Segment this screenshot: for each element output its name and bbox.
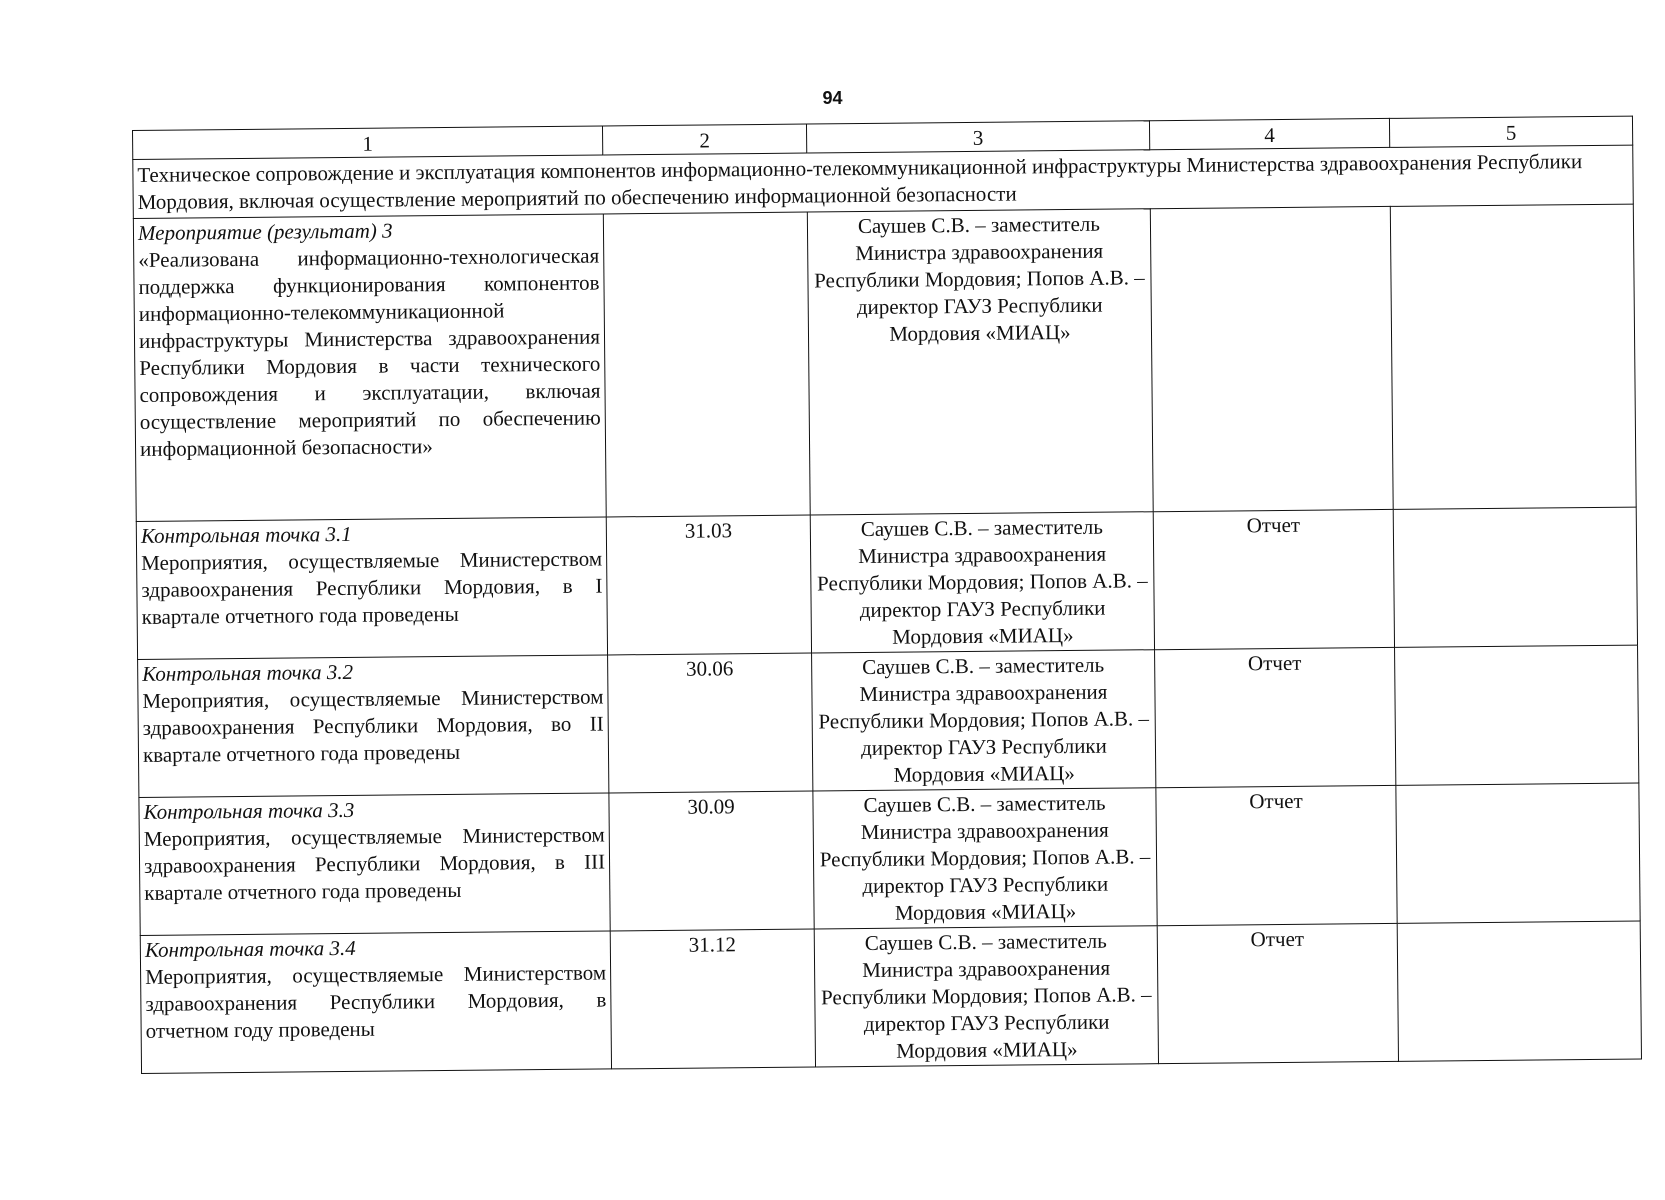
measure-date bbox=[603, 212, 810, 517]
measure-document bbox=[1150, 206, 1393, 511]
measure-text: «Реализована информационно-технологическая поддержка функционирования компонентов информационно-телекоммуникационной инфраструктуры Министерства здравоохранения Республики Мордовия в части технического сопровождения и эксплуатации, включая осуществление мероприятий по обеспечению информационной безопасности» bbox=[138, 243, 601, 461]
checkpoint-label: Контрольная точка 3.4 bbox=[144, 935, 356, 962]
measure-description-cell bbox=[133, 214, 606, 521]
checkpoint-date: 30.09 bbox=[609, 791, 814, 931]
checkpoint-date: 30.06 bbox=[608, 653, 813, 793]
checkpoint-responsible: Саушев С.В. – заместитель Министра здравоохранения Республики Мордовия; Попов А.В. – директор ГАУЗ Республики Мордовия «МИАЦ» bbox=[814, 926, 1158, 1067]
checkpoint-document: Отчет bbox=[1153, 509, 1394, 649]
header-col-2: 2 bbox=[602, 124, 806, 155]
header-col-3: 3 bbox=[806, 121, 1149, 153]
checkpoint-responsible: Саушев С.В. – заместитель Министра здравоохранения Республики Мордовия; Попов А.В. – директор ГАУЗ Республики Мордовия «МИАЦ» bbox=[812, 650, 1156, 791]
checkpoint-text: Мероприятия, осуществляемые Министерством здравоохранения Республики Мордовия, в отчетном году проведены bbox=[145, 960, 607, 1043]
table-row bbox=[136, 507, 1637, 659]
checkpoint-label: Контрольная точка 3.1 bbox=[140, 521, 352, 548]
table-row bbox=[139, 783, 1640, 935]
plan-table bbox=[132, 116, 1642, 1074]
checkpoint-col5 bbox=[1393, 507, 1637, 647]
table-row bbox=[140, 921, 1641, 1073]
checkpoint-description-cell bbox=[136, 517, 607, 660]
measure-row bbox=[133, 204, 1636, 521]
header-col-4: 4 bbox=[1149, 118, 1389, 149]
measure-col5 bbox=[1390, 204, 1636, 509]
checkpoint-text: Мероприятия, осуществляемые Министерством здравоохранения Республики Мордовия, во II квартале отчетного года проведены bbox=[142, 684, 604, 767]
checkpoint-document: Отчет bbox=[1157, 923, 1398, 1063]
checkpoint-document: Отчет bbox=[1156, 785, 1397, 925]
checkpoint-col5 bbox=[1396, 783, 1640, 923]
checkpoint-description-cell bbox=[140, 931, 611, 1074]
checkpoint-label: Контрольная точка 3.2 bbox=[142, 659, 354, 686]
measure-responsible: Саушев С.В. – заместитель Министра здравоохранения Республики Мордовия; Попов А.В. – директор ГАУЗ Республики Мордовия «МИАЦ» bbox=[807, 209, 1153, 515]
checkpoint-text: Мероприятия, осуществляемые Министерством здравоохранения Республики Мордовия, в III квартале отчетного года проведены bbox=[143, 822, 606, 905]
checkpoint-description-cell bbox=[138, 655, 609, 798]
header-col-5: 5 bbox=[1389, 116, 1632, 147]
page-number: 94 bbox=[822, 88, 843, 108]
checkpoint-col5 bbox=[1395, 645, 1639, 785]
checkpoint-text: Мероприятия, осуществляемые Министерством здравоохранения Республики Мордовия, в I квартале отчетного года проведены bbox=[141, 546, 603, 629]
header-col-1: 1 bbox=[133, 126, 603, 160]
table-row bbox=[138, 645, 1639, 797]
checkpoint-date: 31.12 bbox=[610, 929, 815, 1069]
section-title: Техническое сопровождение и эксплуатация компонентов информационно-телекоммуникационной инфраструктуры Министерства здравоохранения Республики Мордовия, включая осуществление мероприятий по обеспечению информационной безопасности bbox=[133, 145, 1633, 218]
checkpoint-date: 31.03 bbox=[606, 515, 811, 655]
measure-label: Мероприятие (результат) 3 bbox=[137, 218, 393, 245]
checkpoint-responsible: Саушев С.В. – заместитель Министра здравоохранения Республики Мордовия; Попов А.В. – директор ГАУЗ Республики Мордовия «МИАЦ» bbox=[813, 788, 1157, 929]
checkpoint-col5 bbox=[1397, 921, 1641, 1061]
checkpoint-label: Контрольная точка 3.3 bbox=[143, 797, 355, 824]
checkpoint-document: Отчет bbox=[1155, 647, 1396, 787]
checkpoint-responsible: Саушев С.В. – заместитель Министра здравоохранения Республики Мордовия; Попов А.В. – директор ГАУЗ Республики Мордовия «МИАЦ» bbox=[810, 512, 1154, 653]
checkpoint-description-cell bbox=[139, 793, 610, 936]
plan-table-wrapper bbox=[132, 116, 1641, 1074]
